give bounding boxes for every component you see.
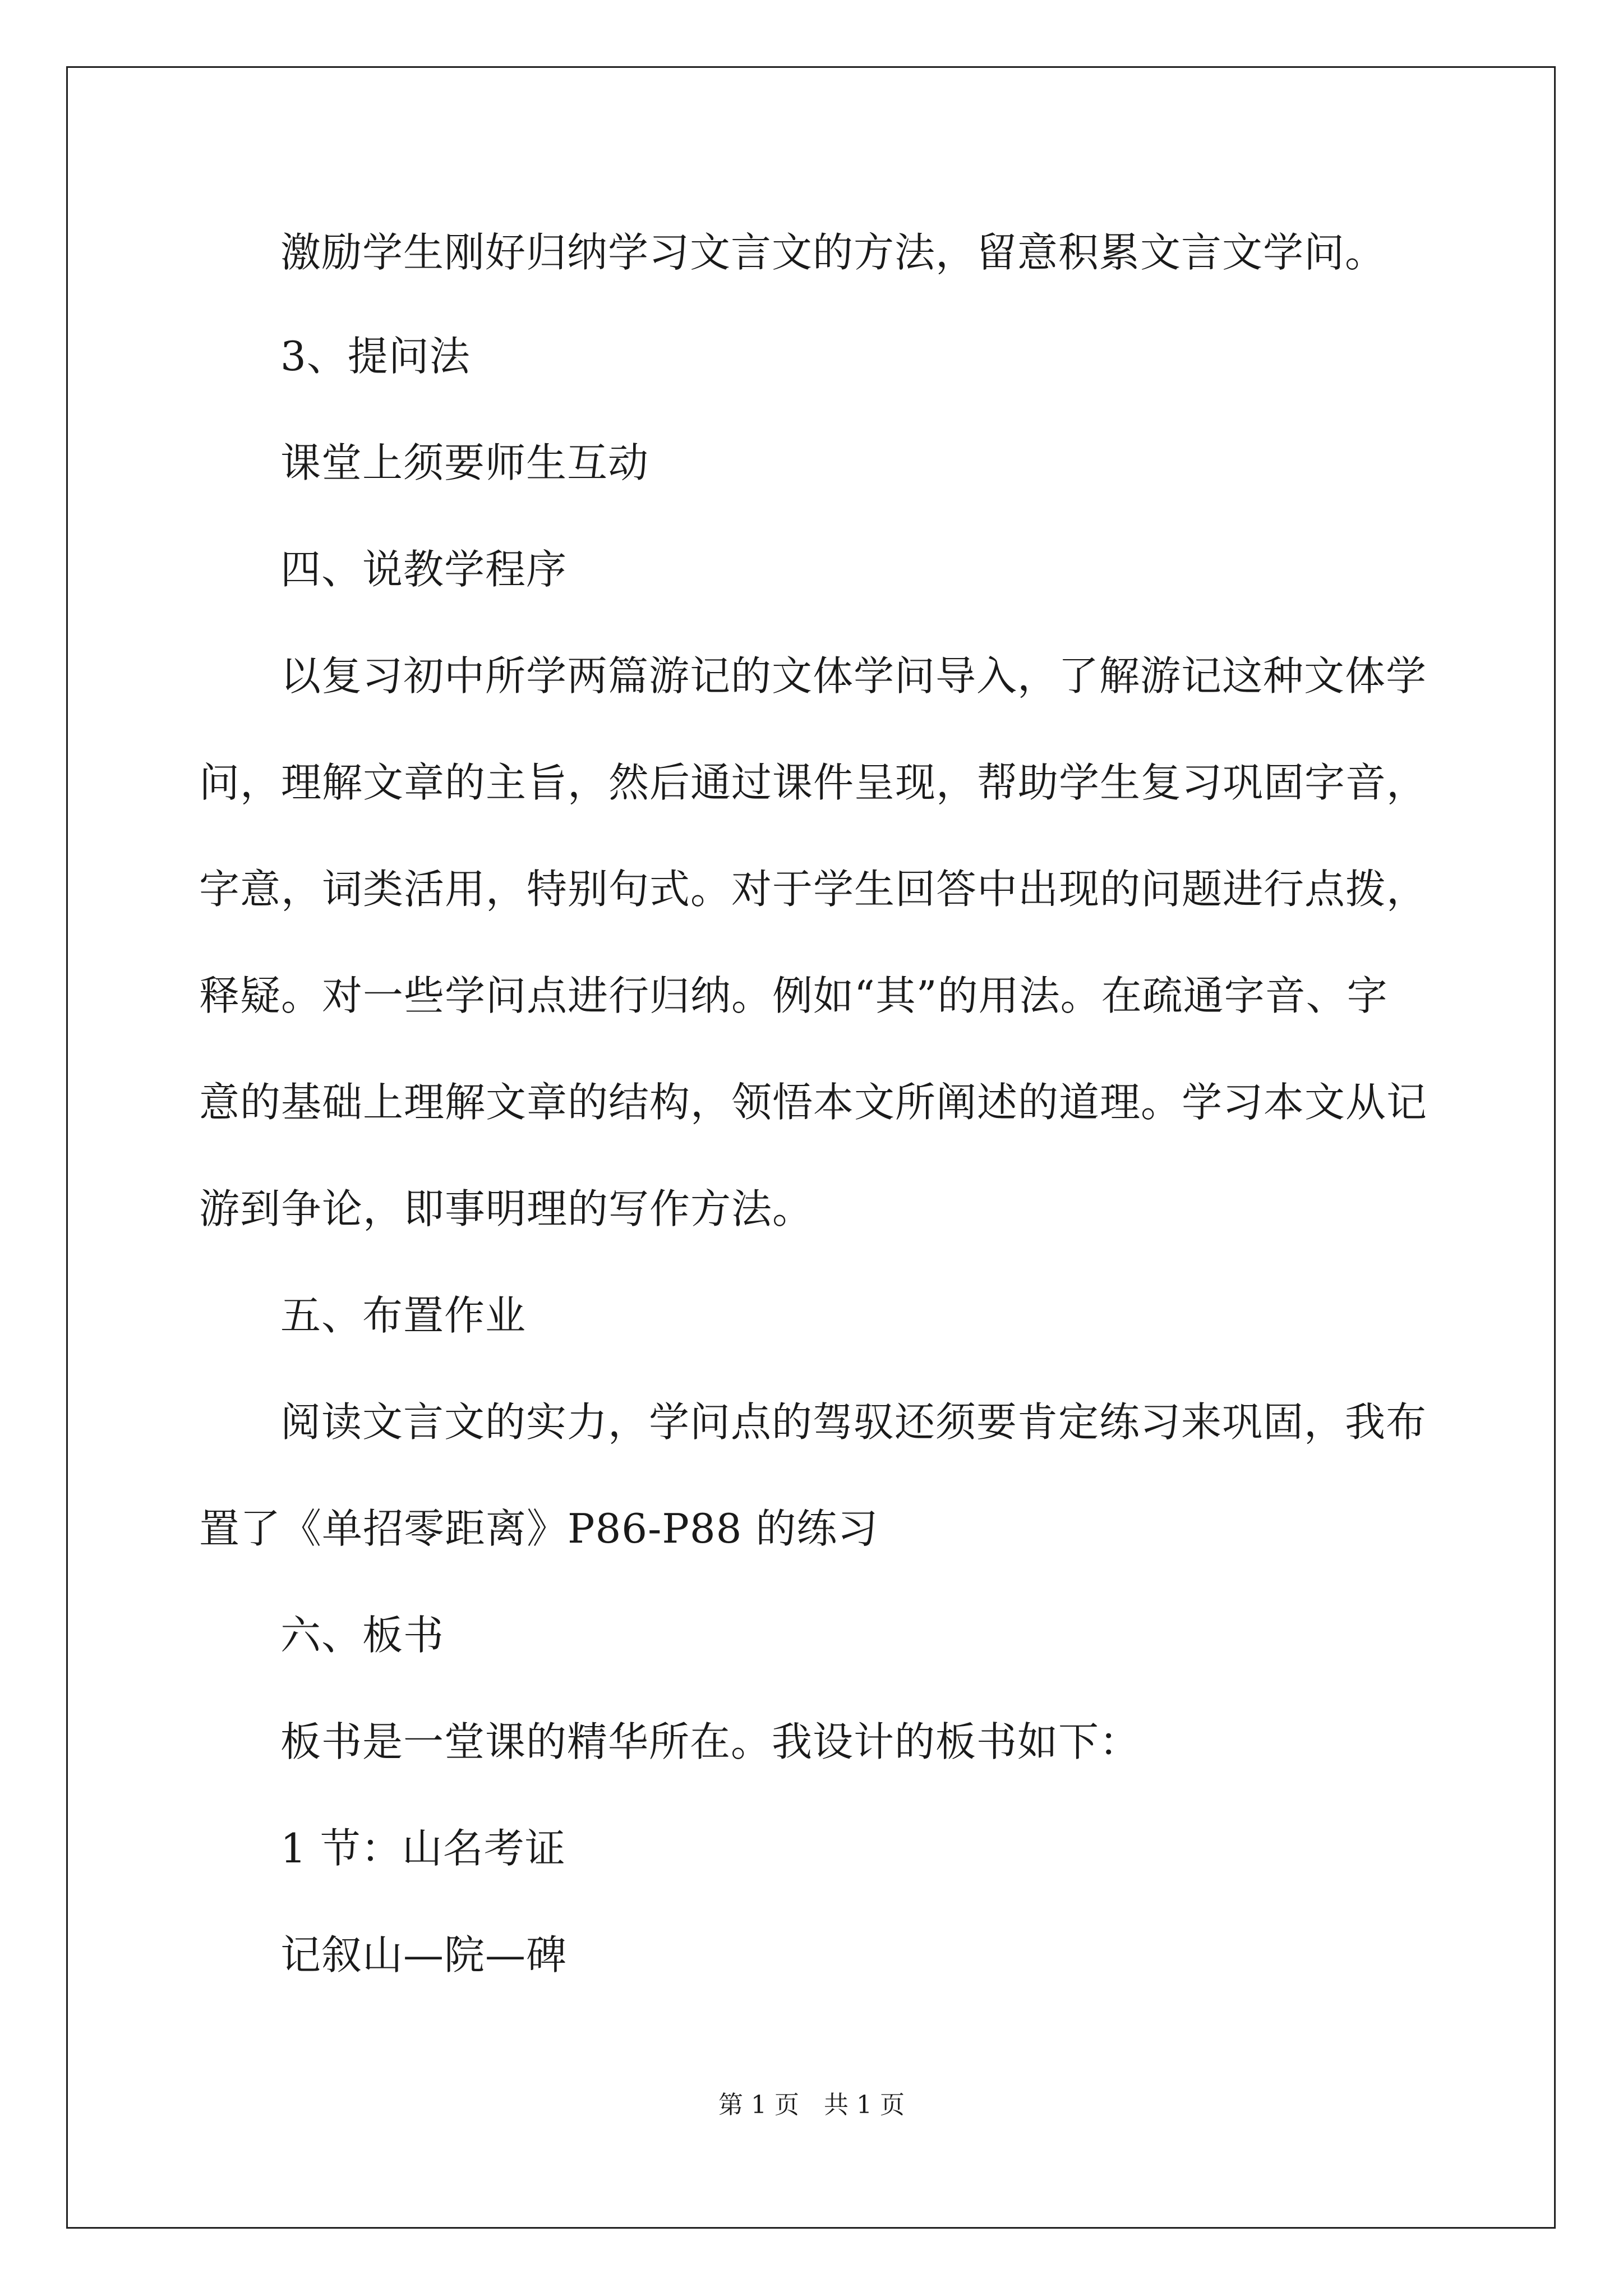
paragraph-line: 游到争论，即事明理的写作方法。 bbox=[199, 1185, 814, 1232]
paragraph-line: 置了《单招零距离》P86-P88 的练习 bbox=[199, 1505, 879, 1552]
section-heading-3: 3、提问法 bbox=[280, 333, 471, 380]
paragraph-line: 课堂上须要师生互动 bbox=[280, 439, 649, 486]
paragraph-line: 激励学生刚好归纳学习文言文的方法，留意积累文言文学问。 bbox=[280, 229, 1386, 276]
paragraph-line: 以复习初中所学两篇游记的文体学问导入，了解游记这种文体学 bbox=[280, 652, 1427, 700]
page-footer bbox=[0, 2090, 1623, 2121]
board-line: 记叙山—院—碑 bbox=[280, 1931, 568, 1978]
page-number: 第 1 页 bbox=[718, 2091, 799, 2119]
board-line: 1 节：山名考证 bbox=[280, 1825, 566, 1872]
page-border bbox=[66, 66, 1556, 2229]
paragraph-line: 问，理解文章的主旨，然后通过课件呈现，帮助学生复习巩固字音， bbox=[199, 759, 1428, 806]
paragraph-line: 板书是一堂课的精华所在。我设计的板书如下： bbox=[280, 1718, 1141, 1765]
paragraph-line: 字意，词类活用，特别句式。对于学生回答中出现的问题进行点拨， bbox=[199, 866, 1428, 913]
page-total: 共 1 页 bbox=[824, 2091, 905, 2119]
paragraph-line: 阅读文言文的实力，学问点的驾驭还须要肯定练习来巩固，我布 bbox=[280, 1398, 1427, 1446]
paragraph-line: 意的基础上理解文章的结构，领悟本文所阐述的道理。学习本文从记 bbox=[199, 1079, 1428, 1126]
paragraph-line: 释疑。对一些学问点进行归纳。例如“其”的用法。在疏通字音、字 bbox=[199, 972, 1388, 1019]
section-heading-4: 四、说教学程序 bbox=[280, 546, 568, 593]
section-heading-5: 五、布置作业 bbox=[280, 1292, 527, 1339]
section-heading-6: 六、板书 bbox=[280, 1612, 445, 1659]
